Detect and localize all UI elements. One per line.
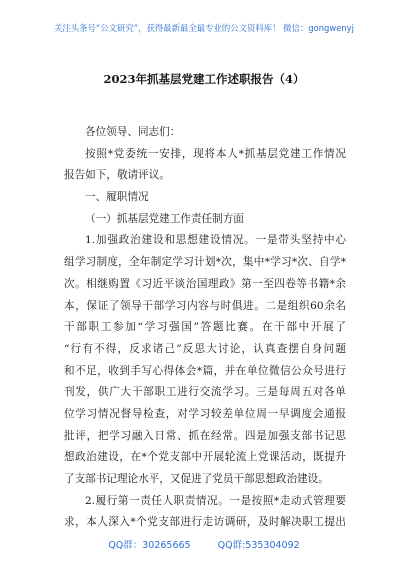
paragraph-line: “行有不得，反求诸己”反思大讨论，认真查摆自身问题 — [64, 342, 346, 355]
paragraph-line: 了支部书记理论水平，又促进了党员干部思想政治建设。 — [64, 473, 329, 485]
paragraph-line: 报告如下，敬请评议。 — [64, 169, 170, 182]
footer-banner — [0, 537, 408, 551]
salutation-line: 各位领导、同志们： — [85, 126, 181, 138]
subsection-heading: （一）抓基层党建工作责任制方面 — [85, 212, 244, 225]
paragraph-line: 刊发，供广大干部职工进行交流学习。三是每周五对各单 — [64, 386, 346, 399]
paragraph-line: 本，保证了领导干部学习内容与时俱进。二是组织60余名 — [64, 299, 346, 312]
paragraph-line: 求，本人深入*个党支部进行走访调研，及时解决职工提出 — [64, 516, 346, 529]
qq-group-1: QQ群：30265665 — [108, 540, 191, 551]
paragraph-line: 和不足，收到手写心得体会*篇，并在单位微信公众号进行 — [64, 364, 346, 377]
paragraph-line: 组学习制度，全年制定学习计划*次，集中*学习*次、自学* — [64, 256, 346, 269]
section-heading: 一、履职情况 — [85, 191, 149, 204]
paragraph-line: 2.履行第一责任人职责情况。一是按照*走动式管理要 — [85, 494, 346, 507]
paragraph-line: 次。相继购置《习近平谈治国理政》第一至四卷等书籍*余 — [64, 277, 346, 290]
paragraph-line: 位学习情况督导检查，对学习较差单位周一早调度会通报 — [64, 407, 346, 420]
header-banner: 关注头条号“公文研究”，获得最新最全最专业的公文资料库！ 微信：gongwenyj — [54, 23, 354, 33]
paragraph-line: 1.加强政治建设和思想建设情况。一是带头坚持中心 — [85, 234, 346, 247]
qq-group-2: QQ群:535304092 — [217, 540, 300, 551]
document-title: 2023年抓基层党建工作述职报告（4） — [103, 72, 305, 86]
paragraph-line: 想政治建设，在*个党支部中开展轮流上党课活动，既提升 — [64, 451, 346, 464]
paragraph-line: 按照*党委统一安排，现将本人*抓基层党建工作情况 — [85, 147, 346, 160]
paragraph-line: 干部职工参加“学习强国”答题比赛。在干部中开展了 — [64, 321, 346, 334]
document-body — [64, 122, 346, 534]
paragraph-line: 批评，把学习融入日常、抓在经常。四是加强支部书记思 — [64, 429, 346, 442]
